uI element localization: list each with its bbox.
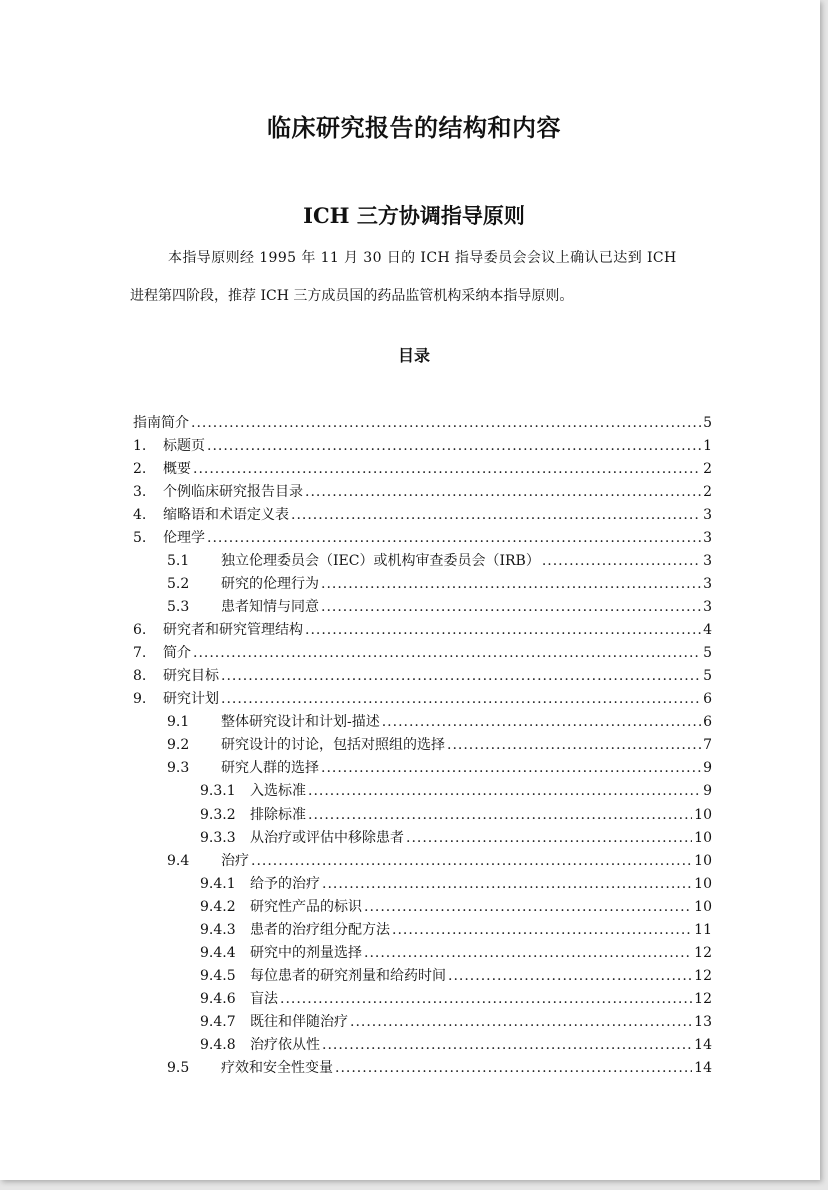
toc-leader-dots [305, 622, 701, 638]
toc-entry-page-number: 12 [694, 967, 712, 984]
toc-entry[interactable] [167, 757, 712, 779]
toc-entry-number: 1. [133, 438, 147, 455]
toc-entry[interactable] [167, 596, 712, 618]
toc-entry-title: 研究计划 [163, 691, 219, 708]
toc-entry-number: 9.4.5 [200, 967, 236, 984]
toc-entry-page-number: 10 [694, 806, 712, 823]
toc-entry-title: 整体研究设计和计划-描述 [221, 714, 380, 731]
toc-entry-title: 独立伦理委员会（IEC）或机构审查委员会（IRB） [221, 553, 540, 570]
toc-entry-title: 个例临床研究报告目录 [163, 484, 303, 501]
toc-entry-title: 盲法 [250, 990, 278, 1007]
toc-entry-title: 疗效和安全性变量 [221, 1059, 333, 1076]
toc-entry-title: 患者的治疗组分配方法 [250, 921, 390, 938]
toc-entry-page-number: 10 [694, 875, 712, 892]
toc-entry-page-number: 3 [703, 507, 712, 524]
toc-entry[interactable] [133, 481, 712, 503]
toc-entry[interactable] [200, 1034, 712, 1056]
toc-entry-number: 9.4.8 [200, 1036, 236, 1053]
toc-entry-number: 6. [133, 622, 147, 639]
toc-entry-title: 排除标准 [250, 806, 306, 823]
toc-entry-page-number: 6 [703, 691, 712, 708]
toc-entry-page-number: 2 [703, 484, 712, 501]
toc-entry-number: 9.3.1 [200, 783, 236, 800]
toc-entry[interactable] [200, 965, 712, 987]
toc-entry-title: 研究性产品的标识 [250, 898, 362, 915]
toc-entry[interactable] [133, 412, 712, 434]
toc-entry-title: 伦理学 [163, 530, 205, 547]
toc-entry-title: 治疗依从性 [250, 1036, 320, 1053]
toc-entry-title: 研究目标 [163, 668, 219, 685]
toc-entry-page-number: 7 [703, 737, 712, 754]
toc-leader-dots [321, 760, 701, 776]
toc-leader-dots [308, 807, 692, 823]
toc-entry[interactable] [200, 873, 712, 895]
toc-entry-title: 从治疗或评估中移除患者 [250, 829, 404, 846]
toc-entry-number: 5.2 [167, 576, 190, 593]
toc-entry[interactable] [200, 827, 712, 849]
toc-entry-title: 既往和伴随治疗 [250, 1013, 348, 1030]
toc-entry[interactable] [133, 435, 712, 457]
toc-leader-dots [291, 507, 701, 523]
toc-entry[interactable] [133, 504, 712, 526]
toc-leader-dots [308, 783, 701, 799]
toc-leader-dots [392, 922, 692, 938]
toc-entry[interactable] [133, 458, 712, 480]
toc-entry[interactable] [133, 665, 712, 687]
toc-entry-page-number: 10 [694, 829, 712, 846]
toc-leader-dots [350, 1014, 692, 1030]
toc-entry-page-number: 2 [703, 461, 712, 478]
toc-leader-dots [335, 1060, 692, 1076]
toc-leader-dots [251, 853, 692, 869]
toc-entry-title: 治疗 [221, 852, 249, 869]
toc-leader-dots [280, 991, 692, 1007]
toc-entry-number: 9.1 [167, 714, 190, 731]
toc-entry-number: 2. [133, 461, 147, 478]
toc-entry[interactable] [133, 527, 712, 549]
toc-entry-number: 8. [133, 668, 147, 685]
toc-entry-number: 9.4 [167, 852, 190, 869]
toc-leader-dots [207, 438, 701, 454]
toc-entry[interactable] [167, 550, 712, 572]
toc-entry-page-number: 3 [703, 576, 712, 593]
toc-entry[interactable] [133, 642, 712, 664]
toc-leader-dots [364, 945, 692, 961]
toc-entry-title: 概要 [163, 461, 191, 478]
toc-entry-title: 指南简介 [133, 415, 189, 431]
toc-entry-number: 9. [133, 691, 147, 708]
toc-entry-page-number: 11 [694, 921, 712, 938]
toc-entry[interactable] [167, 573, 712, 595]
toc-entry-page-number: 14 [694, 1059, 712, 1076]
toc-entry-number: 9.3.2 [200, 806, 236, 823]
toc-leader-dots [305, 484, 701, 500]
toc-entry-number: 9.2 [167, 737, 190, 754]
toc-entry-number: 9.3.3 [200, 829, 236, 846]
toc-entry-title: 入选标准 [250, 783, 306, 800]
toc-entry-title: 研究设计的讨论，包括对照组的选择 [221, 737, 445, 754]
toc-entry-title: 简介 [163, 645, 191, 662]
toc-entry[interactable] [200, 1011, 712, 1033]
toc-entry[interactable] [200, 919, 712, 941]
toc-entry-page-number: 4 [703, 622, 712, 639]
toc-entry-number: 9.5 [167, 1059, 190, 1076]
toc-entry[interactable] [167, 850, 712, 872]
toc-entry-page-number: 10 [694, 898, 712, 915]
toc-entry-number: 7. [133, 645, 147, 662]
toc-entry-page-number: 3 [703, 530, 712, 547]
toc-entry-title: 给予的治疗 [250, 875, 320, 892]
toc-leader-dots [321, 599, 701, 615]
toc-leader-dots [364, 899, 692, 915]
toc-entry-page-number: 3 [703, 599, 712, 616]
toc-leader-dots [193, 461, 701, 477]
toc-leader-dots [322, 876, 692, 892]
toc-leader-dots [193, 645, 701, 661]
toc-entry-page-number: 9 [703, 760, 712, 777]
toc-entry-page-number: 6 [703, 714, 712, 731]
toc-entry-number: 9.4.6 [200, 990, 236, 1007]
toc-entry-title: 研究中的剂量选择 [250, 944, 362, 961]
toc-entry-number: 4. [133, 507, 147, 524]
toc-entry[interactable] [133, 619, 712, 641]
toc-entry[interactable] [200, 896, 712, 918]
toc-entry-number: 9.4.7 [200, 1013, 236, 1030]
toc-leader-dots [542, 553, 701, 569]
toc-entry-page-number: 5 [703, 668, 712, 685]
toc-entry-title: 每位患者的研究剂量和给药时间 [250, 967, 446, 984]
toc-entry[interactable] [167, 734, 712, 756]
toc-leader-dots [191, 415, 701, 431]
document-title: 临床研究报告的结构和内容 [267, 114, 561, 142]
toc-entry-page-number: 13 [694, 1013, 712, 1030]
toc-entry-number: 9.4.4 [200, 944, 236, 961]
toc-entry-number: 9.3 [167, 760, 190, 777]
toc-entry-page-number: 3 [703, 553, 712, 570]
toc-entry-number: 9.4.3 [200, 921, 236, 938]
toc-entry-number: 5. [133, 530, 147, 547]
toc-leader-dots [207, 530, 701, 546]
toc-entry-page-number: 10 [694, 852, 712, 869]
toc-entry-title: 缩略语和术语定义表 [163, 507, 289, 524]
toc-leader-dots [322, 1037, 692, 1053]
toc-entry[interactable] [200, 988, 712, 1010]
toc-entry[interactable] [200, 942, 712, 964]
toc-leader-dots [221, 691, 701, 707]
toc-entry-number: 9.4.1 [200, 875, 236, 892]
intro-paragraph-line-2: 进程第四阶段，推荐 ICH 三方成员国的药品监管机构采纳本指导原则。 [130, 288, 574, 304]
toc-entry-number: 5.1 [167, 553, 190, 570]
toc-entry-number: 5.3 [167, 599, 190, 616]
toc-entry-page-number: 14 [694, 1036, 712, 1053]
toc-entry-page-number: 9 [703, 783, 712, 800]
toc-entry-page-number: 12 [694, 990, 712, 1007]
toc-entry-title: 研究者和研究管理结构 [163, 622, 303, 639]
toc-entry-number: 3. [133, 484, 147, 501]
toc-entry-page-number: 1 [703, 438, 712, 455]
toc-entry[interactable] [200, 804, 712, 826]
toc-entry-number: 9.4.2 [200, 898, 236, 915]
intro-paragraph-line-1: 本指导原则经 1995 年 11 月 30 日的 ICH 指导委员会会议上确认已达到 ICH [168, 250, 677, 266]
toc-leader-dots [447, 737, 701, 753]
toc-leader-dots [321, 576, 701, 592]
toc-leader-dots [448, 968, 692, 984]
toc-entry-page-number: 5 [703, 415, 712, 431]
toc-entry-title: 患者知情与同意 [221, 599, 319, 616]
toc-entry-page-number: 5 [703, 645, 712, 662]
toc-entry[interactable] [200, 780, 712, 802]
toc-leader-dots [382, 714, 701, 730]
document-subtitle: ICH 三方协调指导原则 [303, 203, 525, 228]
toc-entry-title: 研究的伦理行为 [221, 576, 319, 593]
toc-heading: 目录 [397, 346, 430, 365]
toc-entry-page-number: 12 [694, 944, 712, 961]
toc-entry-title: 标题页 [163, 438, 205, 455]
toc-leader-dots [221, 668, 701, 684]
toc-entry-title: 研究人群的选择 [221, 760, 319, 777]
toc-entry[interactable] [167, 711, 712, 733]
toc-entry[interactable] [133, 688, 712, 710]
toc-leader-dots [406, 830, 692, 846]
toc-entry[interactable] [167, 1057, 712, 1079]
